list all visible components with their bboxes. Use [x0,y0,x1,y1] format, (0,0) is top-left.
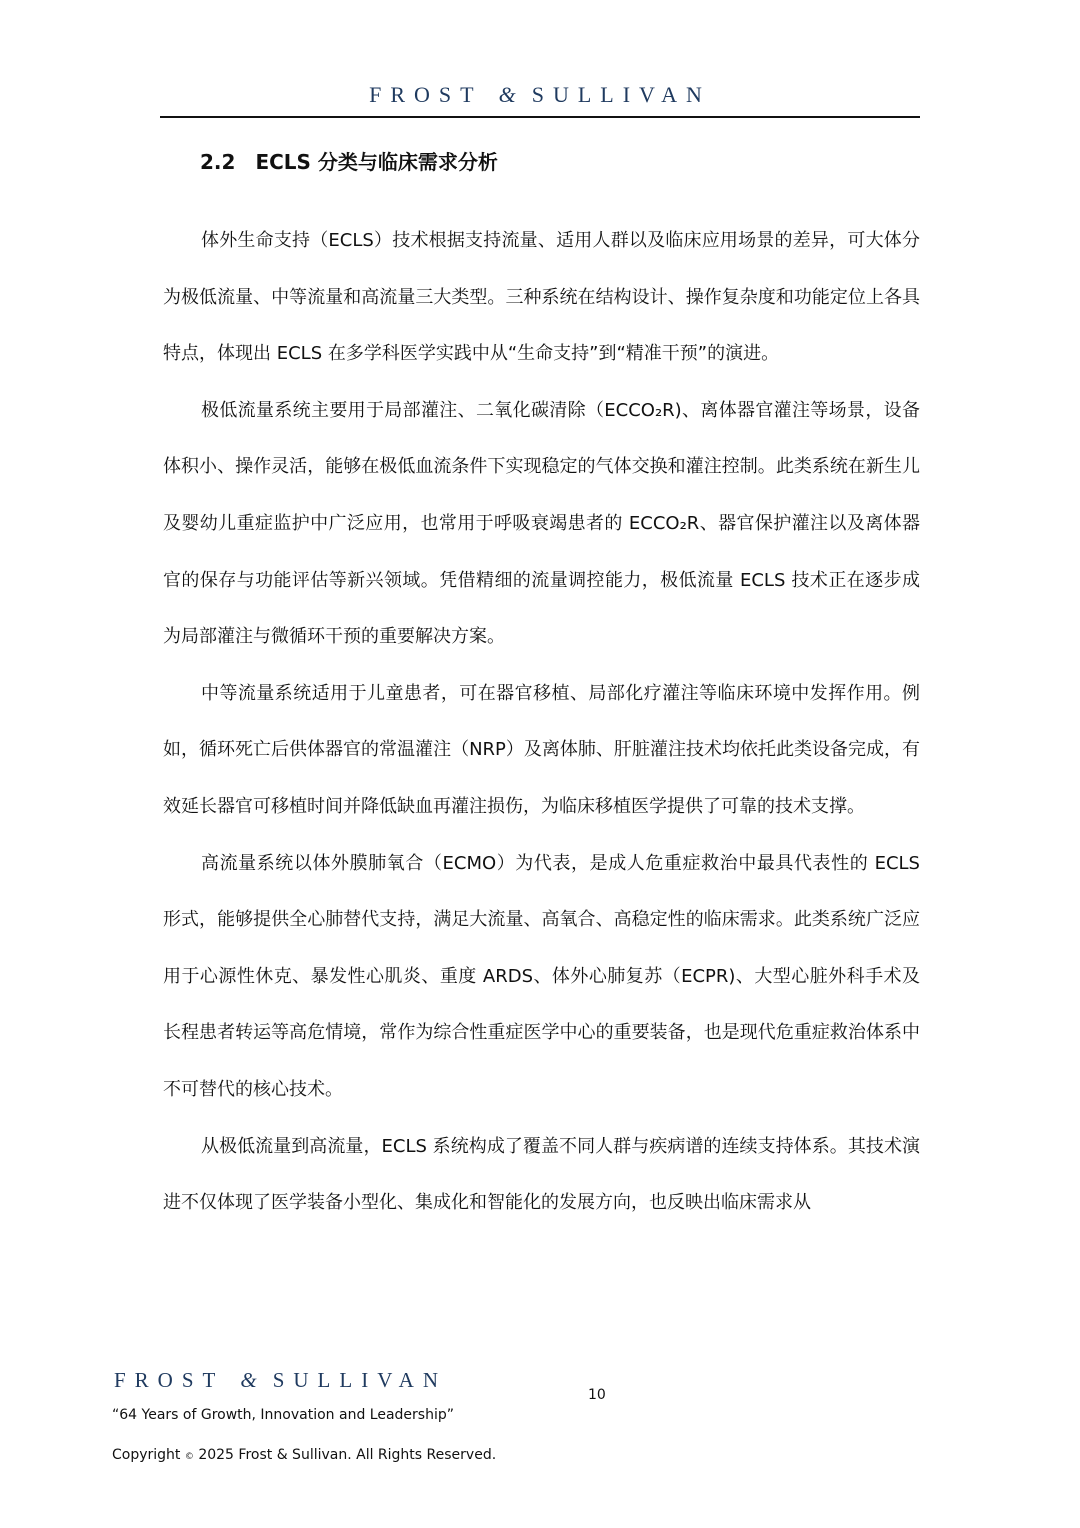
page-number: 10 [588,1387,606,1403]
header-divider [160,116,920,118]
footer-tagline: “64 Years of Growth, Innovation and Leadership” [112,1407,454,1423]
footer-logo-frost: FROST [114,1368,225,1392]
paragraph-4: 高流量系统以体外膜肺氧合（ECMO）为代表，是成人危重症救治中最具代表性的 ECLS 形式，能够提供全心肺替代支持，满足大流量、高氧合、高稳定性的临床需求。此类系统广泛应用于心源性休克、暴发性心肌炎、重度 ARDS、体外心肺复苏（ECPR)、大型心脏外科手术及长程患者转运等高危情境，常作为综合性重症医学中心的重要装备，也是现代危重症救治体系中不可替代的核心技术。 [163,852,920,1100]
header-logo [160,82,920,108]
paragraph-1: 体外生命支持（ECLS）技术根据支持流量、适用人群以及临床应用场景的差异，可大体分为极低流量、中等流量和高流量三大类型。三种系统在结构设计、操作复杂度和功能定位上各具特点，体现出 ECLS 在多学科医学实践中从“生命支持”到“精准干预”的演进。 [163,230,920,365]
header-logo-ampersand: & [498,82,516,107]
header-logo-sullivan: SULLIVAN [531,82,711,107]
section-number: 2.2 [200,150,236,174]
paragraph-5: 从极低流量到高流量，ECLS 系统构成了覆盖不同人群与疾病谱的连续支持体系。其技术演进不仅体现了医学装备小型化、集成化和智能化的发展方向，也反映出临床需求从 [163,1135,920,1214]
footer-logo-sullivan: SULLIVAN [272,1368,447,1392]
copyright-text: 2025 Frost & Sullivan. All Rights Reserved. [198,1447,497,1463]
body-text [163,213,920,1232]
section-title: ECLS 分类与临床需求分析 [255,150,498,174]
footer-copyright [112,1447,496,1463]
section-heading [200,146,498,175]
copyright-prefix: Copyright [112,1447,181,1463]
header-logo-frost: FROST [369,82,483,107]
paragraph-3: 中等流量系统适用于儿童患者，可在器官移植、局部化疗灌注等临床环境中发挥作用。例如，循环死亡后供体器官的常温灌注（NRP）及离体肺、肝脏灌注技术均依托此类设备完成，有效延长器官可移植时间并降低缺血再灌注损伤，为临床移植医学提供了可靠的技术支撑。 [163,682,920,817]
footer-logo-ampersand: & [240,1368,257,1392]
paragraph-2: 极低流量系统主要用于局部灌注、二氧化碳清除（ECCO₂R)、离体器官灌注等场景，设备体积小、操作灵活，能够在极低血流条件下实现稳定的气体交换和灌注控制。此类系统在新生儿及婴幼儿重症监护中广泛应用，也常用于呼吸衰竭患者的 ECCO₂R、器官保护灌注以及离体器官的保存与功能评估等新兴领域。凭借精细的流量调控能力，极低流量 ECLS 技术正在逐步成为局部灌注与微循环干预的重要解决方案。 [163,399,920,648]
footer-logo [114,1368,447,1393]
copyright-symbol: © [184,1452,194,1462]
